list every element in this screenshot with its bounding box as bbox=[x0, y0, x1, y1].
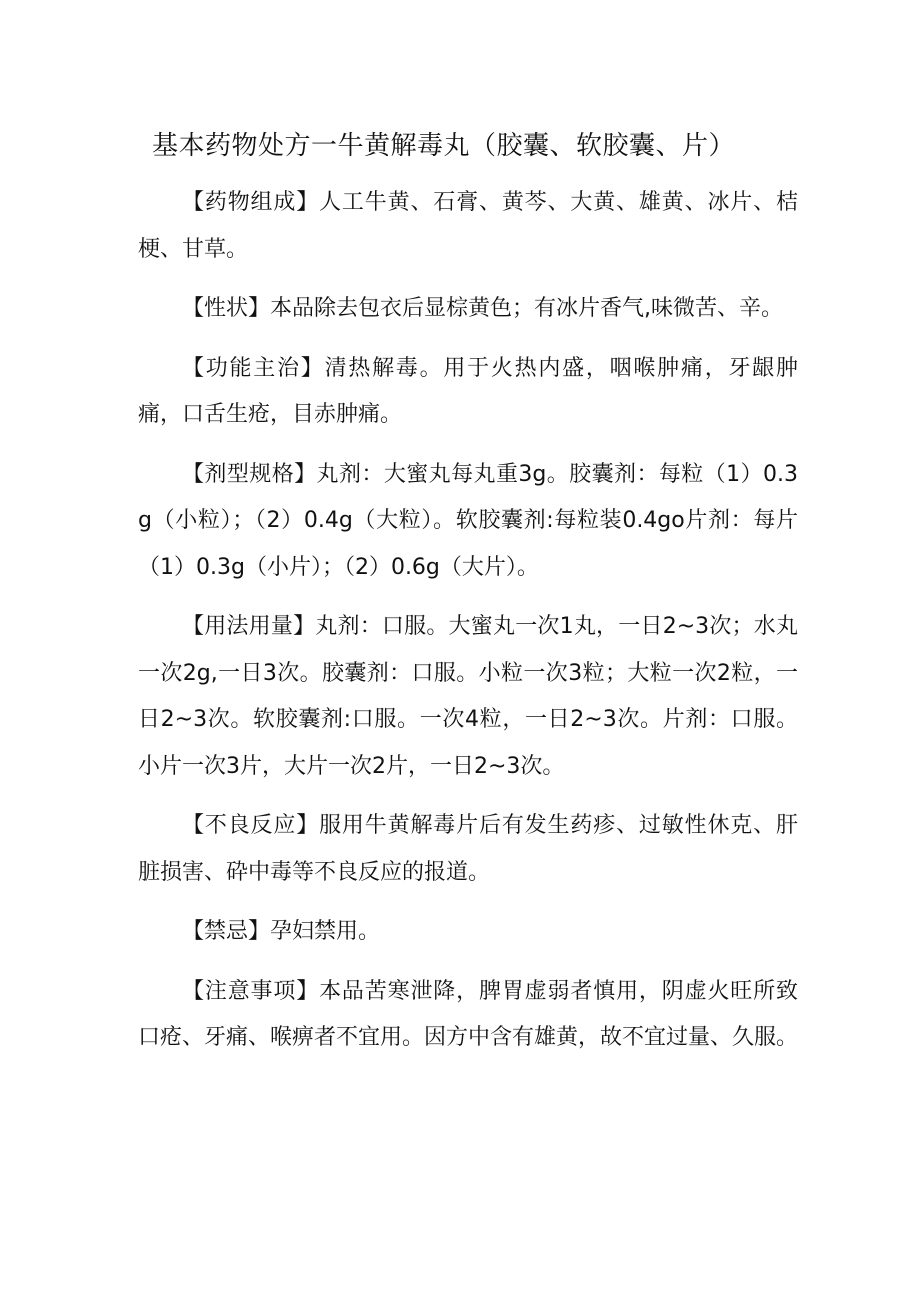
section-text: 本品除去包衣后显棕黄色；有冰片香气,味微苦、辛。 bbox=[270, 296, 784, 321]
section-text: 孕妇禁用。 bbox=[270, 919, 381, 944]
section-heading: 【功能主治】 bbox=[182, 355, 325, 381]
section-text: 本品苦寒泄降，脾胃虚弱者慎用，阴虚火旺所致口疮、牙痛、喉痹者不宜用。因方中含有雄黄，故不宜过量、久服。 bbox=[138, 978, 799, 1050]
section-heading: 【药物组成】 bbox=[182, 190, 320, 215]
section-heading: 【用法用量】 bbox=[182, 614, 316, 639]
section-heading: 【禁忌】 bbox=[182, 919, 271, 944]
document-title: 基本药物处方一牛黄解毒丸（胶囊、软胶囊、片） bbox=[152, 131, 736, 161]
section-usage bbox=[138, 604, 798, 790]
section-heading: 【性状】 bbox=[182, 296, 271, 321]
section-text: 服用牛黄解毒片后有发生药疹、过敏性休克、肝脏损害、砕中毒等不良反应的报道。 bbox=[138, 813, 798, 885]
section-text: 清热解毒。用于火热内盛，咽喉肿痛，牙龈肿痛，口舌生疮，目赤肿痛。 bbox=[138, 355, 798, 427]
section-contraindications bbox=[138, 909, 798, 956]
section-text: 丸剂：口服。大蜜丸一次1丸，一日2~3次；水丸一次2g,一日3次。胶囊剂：口服。小粒一次3粒；大粒一次2粒，一日2~3次。软胶囊剂:口服。一次4粒，一日2~3次。片剂：口服。小片一次3片，大片一次2片，一日2~3次。 bbox=[138, 614, 798, 779]
section-properties bbox=[138, 286, 798, 333]
section-dosage-forms bbox=[138, 452, 798, 592]
section-composition bbox=[138, 180, 798, 273]
section-heading: 【不良反应】 bbox=[182, 813, 320, 838]
section-precautions bbox=[138, 969, 798, 1062]
section-heading: 【剂型规格】 bbox=[182, 461, 317, 487]
document-body bbox=[138, 180, 798, 1075]
section-heading: 【注意事项】 bbox=[182, 978, 320, 1004]
section-adverse-reactions bbox=[138, 803, 798, 896]
section-text: 人工牛黄、石膏、黄芩、大黄、雄黄、冰片、桔梗、甘草。 bbox=[138, 190, 798, 262]
section-text: 丸剂：大蜜丸每丸重3g。胶囊剂：每粒（1）0.3g（小粒）；（2）0.4g（大粒）。软胶囊剂:每粒装0.4go片剂：每片（1）0.3g（小片）；（2）0.6g（大片）。 bbox=[138, 461, 798, 580]
section-indications bbox=[138, 346, 798, 439]
